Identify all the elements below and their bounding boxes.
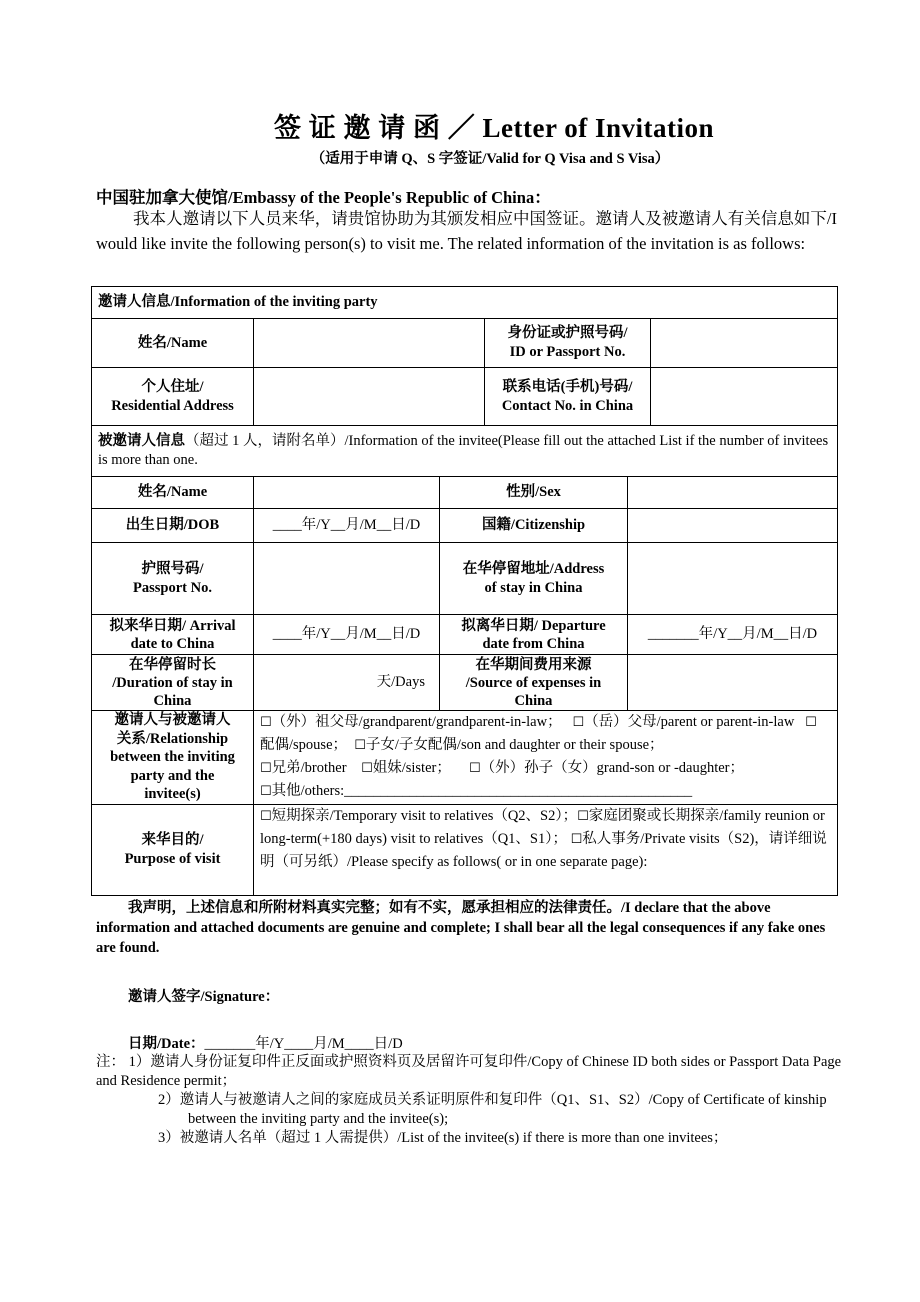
declaration: 我声明，上述信息和所附材料真实完整；如有不实，愿承担相应的法律责任。/I declare that the above information and attached documents are genuine and complete; I shall bear all the legal consequences if any fake ones are found. [96,900,826,956]
relationship-label-en4: invitee(s) [144,786,201,802]
relationship-label-en1: 关系/Relationship [116,730,229,747]
checkbox-icon[interactable]: ☐ [570,831,583,847]
signature-label: 邀请人签字/Signature： [128,989,280,1005]
invitee-duration-label-en2: China [153,692,192,709]
inviter-address-label-en: Residential Address [111,397,234,414]
inviter-name-field[interactable] [254,319,485,368]
invitee-section-note: （超过 1 人，请附名单）/Information of the invitee(Please fill out the attached List if the number of invitees is more than one. [98,433,829,468]
date-line [128,1032,403,1053]
days-unit: 天/Days [376,674,425,690]
inviter-name-label: 姓名/Name [92,319,254,368]
rel-grandchild-label: （外）孙子（女）grand-son or -daughter； [480,760,745,776]
invitee-expenses-label-cn: 在华期间费用来源 [475,656,592,673]
inviter-phone-label [485,368,651,426]
invitee-departure-field[interactable]: _______年/Y__月/M__日/D [628,615,838,655]
invitee-name-label: 姓名/Name [92,477,254,509]
inviter-phone-label-cn: 联系电话(手机)号码/ [502,378,633,395]
notes [96,1053,846,1148]
invitee-arrival-field[interactable]: ____年/Y__月/M__日/D [254,615,440,655]
invitee-stay-address-field[interactable] [628,543,838,615]
purpose-private-label: 私人事务/Private visits（S2)，请详细说明（可另纸）/Please specify as follows( or in one separate page): [260,830,827,870]
rel-grandparent-option[interactable] [260,714,562,730]
rel-brother-option[interactable] [260,760,347,776]
invitee-duration-label-en1: /Duration of stay in [112,674,233,691]
checkbox-icon[interactable]: ☐ [354,738,366,753]
purpose-label-cn: 来华目的/ [141,831,204,848]
rel-parent-label: （岳）父母/parent or parent-in-law [584,714,795,730]
purpose-label [92,804,254,895]
intro-paragraph: 我本人邀请以下人员来华，请贵馆协助为其颁发相应中国签证。邀请人及被邀请人有关信息如下/I would like invite the following person(s) to visit me. The related information of the invitation is as follows: [96,209,837,253]
invitee-expenses-label-en1: /Source of expenses in [465,674,602,691]
purpose-short-visit-label: 短期探亲/Temporary visit to relatives（Q2、S2）； [271,807,578,824]
invitee-stay-address-label-en: of stay in China [484,579,583,596]
invitee-duration-field[interactable] [254,655,440,711]
invitee-departure-label-en: date from China [482,635,585,652]
invitee-sex-field[interactable] [628,477,838,509]
inviter-id-label-en: ID or Passport No. [509,344,626,360]
invitee-departure-label-cn: 拟离华日期/ Departure [461,617,606,634]
purpose-short-visit-option[interactable] [260,808,577,824]
page-title: 签 证 邀 请 函 ／ Letter of Invitation [274,113,714,143]
invitee-citizenship-field[interactable] [628,509,838,543]
note-2: 2）邀请人与被邀请人之间的家庭成员关系证明原件和复印件（Q1、S1、S2）/Copy of Certificate of kinship between the inviting party and the invitee(s); [158,1092,827,1127]
note-3: 3）被邀请人名单（超过 1 人需提供）/List of the invitee(s) if there is more than one invitees； [158,1130,728,1146]
checkbox-icon[interactable]: ☐ [260,761,272,776]
invitee-section-header [92,426,838,477]
invitee-stay-address-label-cn: 在华停留地址/Address [462,560,605,577]
inviter-phone-label-en: Contact No. in China [501,397,634,414]
purpose-family-reunion-label: 家庭团聚或长期探亲/family reunion or long-term(+180 days) visit to relatives（Q1、S1）； [260,807,825,847]
rel-child-option[interactable] [354,737,663,753]
invitee-passport-label-en: Passport No. [133,579,212,596]
invitee-arrival-label-cn: 拟来华日期/ Arrival [109,617,236,634]
addressee: 中国驻加拿大使馆/Embassy of the People's Republic of China： [96,188,551,207]
purpose-options [254,804,838,895]
invitee-dob-field[interactable]: ____年/Y__月/M__日/D [254,509,440,543]
invitee-expenses-field[interactable] [628,655,838,711]
rel-brother-label: 兄弟/brother [271,760,347,776]
inviter-address-label [92,368,254,426]
relationship-label [92,711,254,805]
checkbox-icon[interactable]: ☐ [260,715,272,730]
checkbox-icon[interactable]: ☐ [577,808,589,824]
invitee-citizenship-label: 国籍/Citizenship [440,509,628,543]
relationship-label-cn: 邀请人与被邀请人 [114,712,231,728]
invitee-duration-label [92,655,254,711]
invitee-stay-address-label [440,543,628,615]
invitee-departure-label [440,615,628,655]
checkbox-icon[interactable]: ☐ [468,761,481,776]
invitee-passport-label-cn: 护照号码/ [141,560,204,577]
rel-sister-option[interactable] [361,760,451,776]
date-label: 日期/Date： [128,1036,205,1052]
inviter-id-label-cn: 身份证或护照号码/ [507,325,628,341]
invitee-section-title: 被邀请人信息 [98,433,185,449]
date-blank[interactable]: _______年/Y____月/M____日/D [204,1036,403,1052]
invitee-passport-label [92,543,254,615]
invitation-form-table [91,286,838,896]
invitee-arrival-label-en: date to China [130,635,215,652]
invitee-passport-field[interactable] [254,543,440,615]
page-subtitle: （适用于申请 Q、S 字签证/Valid for Q Visa and S Visa） [310,151,670,167]
relationship-options [254,711,838,805]
invitee-expenses-label-en2: China [514,692,553,709]
invitee-sex-label: 性别/Sex [440,477,628,509]
rel-parent-option[interactable] [572,714,794,730]
inviter-address-field[interactable] [254,368,485,426]
rel-sister-label: 姐妹/sister； [372,760,451,776]
rel-others-label: 其他/others: [271,783,345,799]
invitee-name-field[interactable] [254,477,440,509]
note-1: 注： 1）邀请人身份证复印件正反面或护照资料页及居留许可复印件/Copy of Chinese ID both sides or Passport Data Page and Residence permit； [96,1054,842,1089]
inviter-section-header: 邀请人信息/Information of the inviting party [92,287,838,319]
invitee-arrival-label [92,615,254,655]
rel-spouse-label: 配偶/spouse； [260,737,347,753]
invitee-dob-label: 出生日期/DOB [92,509,254,543]
inviter-id-label [485,319,651,368]
purpose-label-en: Purpose of visit [124,850,221,867]
rel-others-input-line[interactable]: ________________________________________________ [344,783,693,799]
rel-child-label: 子女/子女配偶/son and daughter or their spouse； [365,737,664,753]
rel-others-option[interactable] [260,783,344,799]
checkbox-icon[interactable]: ☐ [805,715,817,730]
checkbox-icon[interactable]: ☐ [361,761,373,776]
checkbox-icon[interactable]: ☐ [260,784,272,799]
checkbox-icon[interactable]: ☐ [572,715,585,730]
invitee-expenses-label [440,655,628,711]
inviter-address-label-cn: 个人住址/ [141,378,204,395]
inviter-id-field[interactable] [651,319,838,368]
relationship-label-en3: party and the [130,767,215,784]
inviter-phone-field[interactable] [651,368,838,426]
rel-grandparent-label: （外）祖父母/grandparent/grandparent-in-law； [271,714,562,730]
invitee-duration-label-cn: 在华停留时长 [129,656,216,673]
relationship-label-en2: between the inviting [110,749,235,765]
checkbox-icon[interactable]: ☐ [260,808,272,824]
rel-grandchild-option[interactable] [469,760,744,776]
